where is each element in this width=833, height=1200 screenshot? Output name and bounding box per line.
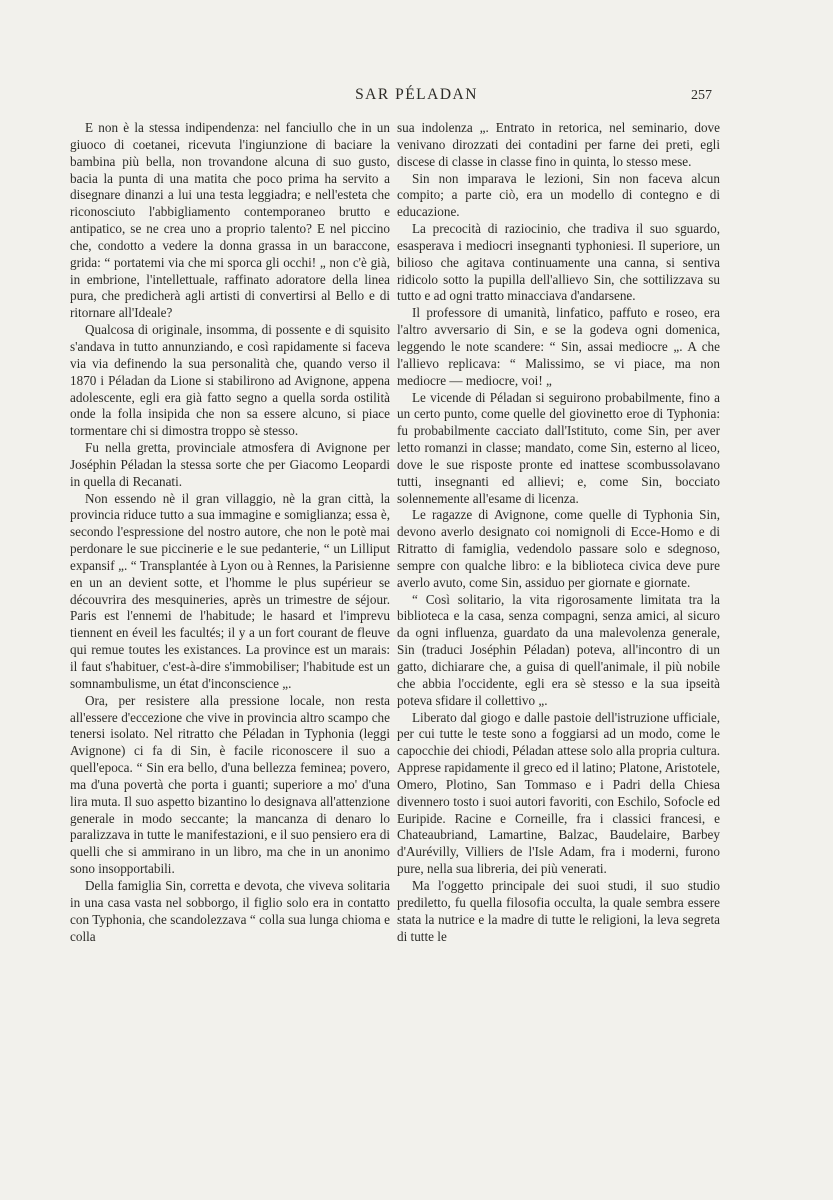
paragraph: Le vicende di Péladan si seguirono probabilmente, fino a un certo punto, come quelle del giovinetto eroe di Typhonia: fu probabilmente cacciato dall'Istituto, come Sin, per aver letto romanzi in classe; mandato, come Sin, esterno al liceo, dove le sue risposte pronte ed inattese scombussolavano tutti, insegnanti ed allievi; e, come Sin, bocciato solennemente all'esame di licenza. bbox=[397, 389, 720, 506]
paragraph: “ Così solitario, la vita rigorosamente limitata tra la biblioteca e la casa, senza compagni, senza amici, al sicuro da ogni influenza, guardato da una malevolenza generale, Sin (traduci Joséphin Péladan) poteva, all'incontro di un gatto, dichiarare che, a guisa di quell'animale, il più nobile che abbia l'occidente, egli era sè stesso e la sua ipseità poteva sfidare il collettivo „. bbox=[397, 591, 720, 708]
running-title: SAR PÉLADAN bbox=[355, 86, 478, 103]
paragraph: Ma l'oggetto principale dei suoi studi, il suo studio prediletto, fu quella filosofia occulta, la quale sembra essere stata la nutrice e la madre di tutte le religioni, la leva segreta di tutte le bbox=[397, 877, 720, 944]
paragraph: La precocità di raziocinio, che tradiva il suo sguardo, esasperava i mediocri insegnanti typhoniesi. Il superiore, un bilioso che agitava continuamente una canna, si sentiva ridicolo sotto la pupilla dell'allievo Sin, che sottilizzava su tutto e ad ogni tratto minacciava d'andarsene. bbox=[397, 221, 720, 304]
paragraph: Liberato dal giogo e dalle pastoie dell'istruzione ufficiale, per cui tutte le teste sono a foggiarsi ad un modo, come le capocchie dei chiodi, Péladan attese solo alla propria cultura. Apprese rapidamente il greco ed il latino; Platone, Aristotele, Omero, Plotino, San Tommaso e i Padri della Chiesa divennero tosto i suoi autori favoriti, con Eschilo, Sofocle ed Euripide. Racine e Corneille, fra i classici francesi, e Chateaubriand, Lamartine, Balzac, Baudelaire, Barbey d'Aurévilly, Villiers de l'Isle Adam, fra i moderni, furono pure, nella sua libreria, dei più venerati. bbox=[397, 709, 720, 877]
paragraph: Il professore di umanità, linfatico, paffuto e roseo, era l'altro avversario di Sin, e se la godeva ogni domenica, leggendo le note scandere: “ Sin, assai mediocre „. A che l'allievo replicava: “ Malissimo, se vi piace, ma non mediocre — mediocre, voi! „ bbox=[397, 305, 720, 388]
paragraph: Non essendo nè il gran villaggio, nè la gran città, la provincia riduce tutto a sua immagine e somiglianza; essa è, secondo l'espressione del nostro autore, che non le potè mai perdonare le sue piccinerie e le sue pedanterie, “ un Lilliput expansif „. “ Transplantée à Lyon ou à Rennes, la Parisienne en un an devient sotte, et l'homme le plus supérieur se découvrira des mesquineries, après un trimestre de séjour. Paris est l'ennemi de l'habitude; le hasard et l'imprevu tiennent en éveil les facultés; il y a un fort courant de fleuve qui remue toutes les existances. La province est un marais: il faut s'habituer, c'est-à-dire s'immobiliser; l'habitude est un somnambulisme, un état d'inconscience „. bbox=[70, 490, 390, 691]
paragraph: Della famiglia Sin, corretta e devota, che viveva solitaria in una casa vasta nel sobborgo, il figlio solo era in contatto con Typhonia, che scandolezzava “ colla sua lunga chioma e colla bbox=[70, 877, 390, 944]
paragraph: E non è la stessa indipendenza: nel fanciullo che in un giuoco di coetanei, ricevuta l'ingiunzione di baciare la bambina più bella, non trovandone alcuna di suo gusto, bacia la punta di una matita che poco prima ha servito a disegnare dinanzi a lui una testa leggiadra; e nell'esteta che riconosciuto l'abbigliamento contemporaneo brutto e antipatico, se ne crea uno a proprio talento? E nel piccino che, condotto a vedere la donna grassa in un baraccone, grida: “ portatemi via che mi sporca gli occhi! „ non c'è già, in embrione, l'intellettuale, raffinato adoratore della linea pura, che predicherà agli artisti di convertirsi al Bello e di ritornare all'Ideale? bbox=[70, 120, 390, 321]
left-column bbox=[70, 120, 390, 945]
paragraph: Qualcosa di originale, insomma, di possente e di squisito s'andava in tutto annunziando, e così rapidamente si faceva via via definendo la sua personalità che, quando verso il 1870 i Péladan da Lione si stabilirono ad Avignone, appena adolescente, egli era già fatto segno a quella sorda ostilità onde la folla insipida che non sa essere alcuno, si piace tormentare chi si dimostra troppo sè stesso. bbox=[70, 322, 390, 439]
paragraph: Le ragazze di Avignone, come quelle di Typhonia Sin, devono averlo designato coi nomignoli di Ecce-Homo e di Ritratto di famiglia, vedendolo passare solo e sdegnoso, sempre con qualche libro: e la biblioteca civica deve pure averlo avuto, come Sin, assiduo per giornate e giornate. bbox=[397, 507, 720, 590]
paragraph: Fu nella gretta, provinciale atmosfera di Avignone per Joséphin Péladan la stessa sorte che per Giacomo Leopardi in quella di Recanati. bbox=[70, 440, 390, 489]
paragraph: Sin non imparava le lezioni, Sin non faceva alcun compito; a parte ciò, era un modello di contegno e di educazione. bbox=[397, 170, 720, 220]
right-column bbox=[397, 120, 720, 945]
paragraph-continued: sua indolenza „. Entrato in retorica, nel seminario, dove venivano dirozzati dei contadini per farne dei preti, egli discese di classe in classe fino in quinta, lo stesso mese. bbox=[397, 120, 720, 169]
paragraph: Ora, per resistere alla pressione locale, non resta all'essere d'eccezione che vive in provincia altro scampo che tenersi isolato. Nel ritratto che Péladan in Typhonia (leggi Avignone) ci fa di Sin, è facile riconoscere il suo a quell'epoca. “ Sin era bello, d'una bellezza feminea; povero, ma d'una povertà che porta i guanti; superiore a mo' d'una lira muta. Il suo aspetto bizantino lo designava all'attenzione generale in modo seccante; la mancanza di denaro lo paralizzava in tutte le manifestazioni, e il suo pensiero era di quelli che si ammirano in un libro, ma che in un anonimo sono insopportabili. bbox=[70, 692, 390, 877]
page-number: 257 bbox=[691, 88, 712, 103]
